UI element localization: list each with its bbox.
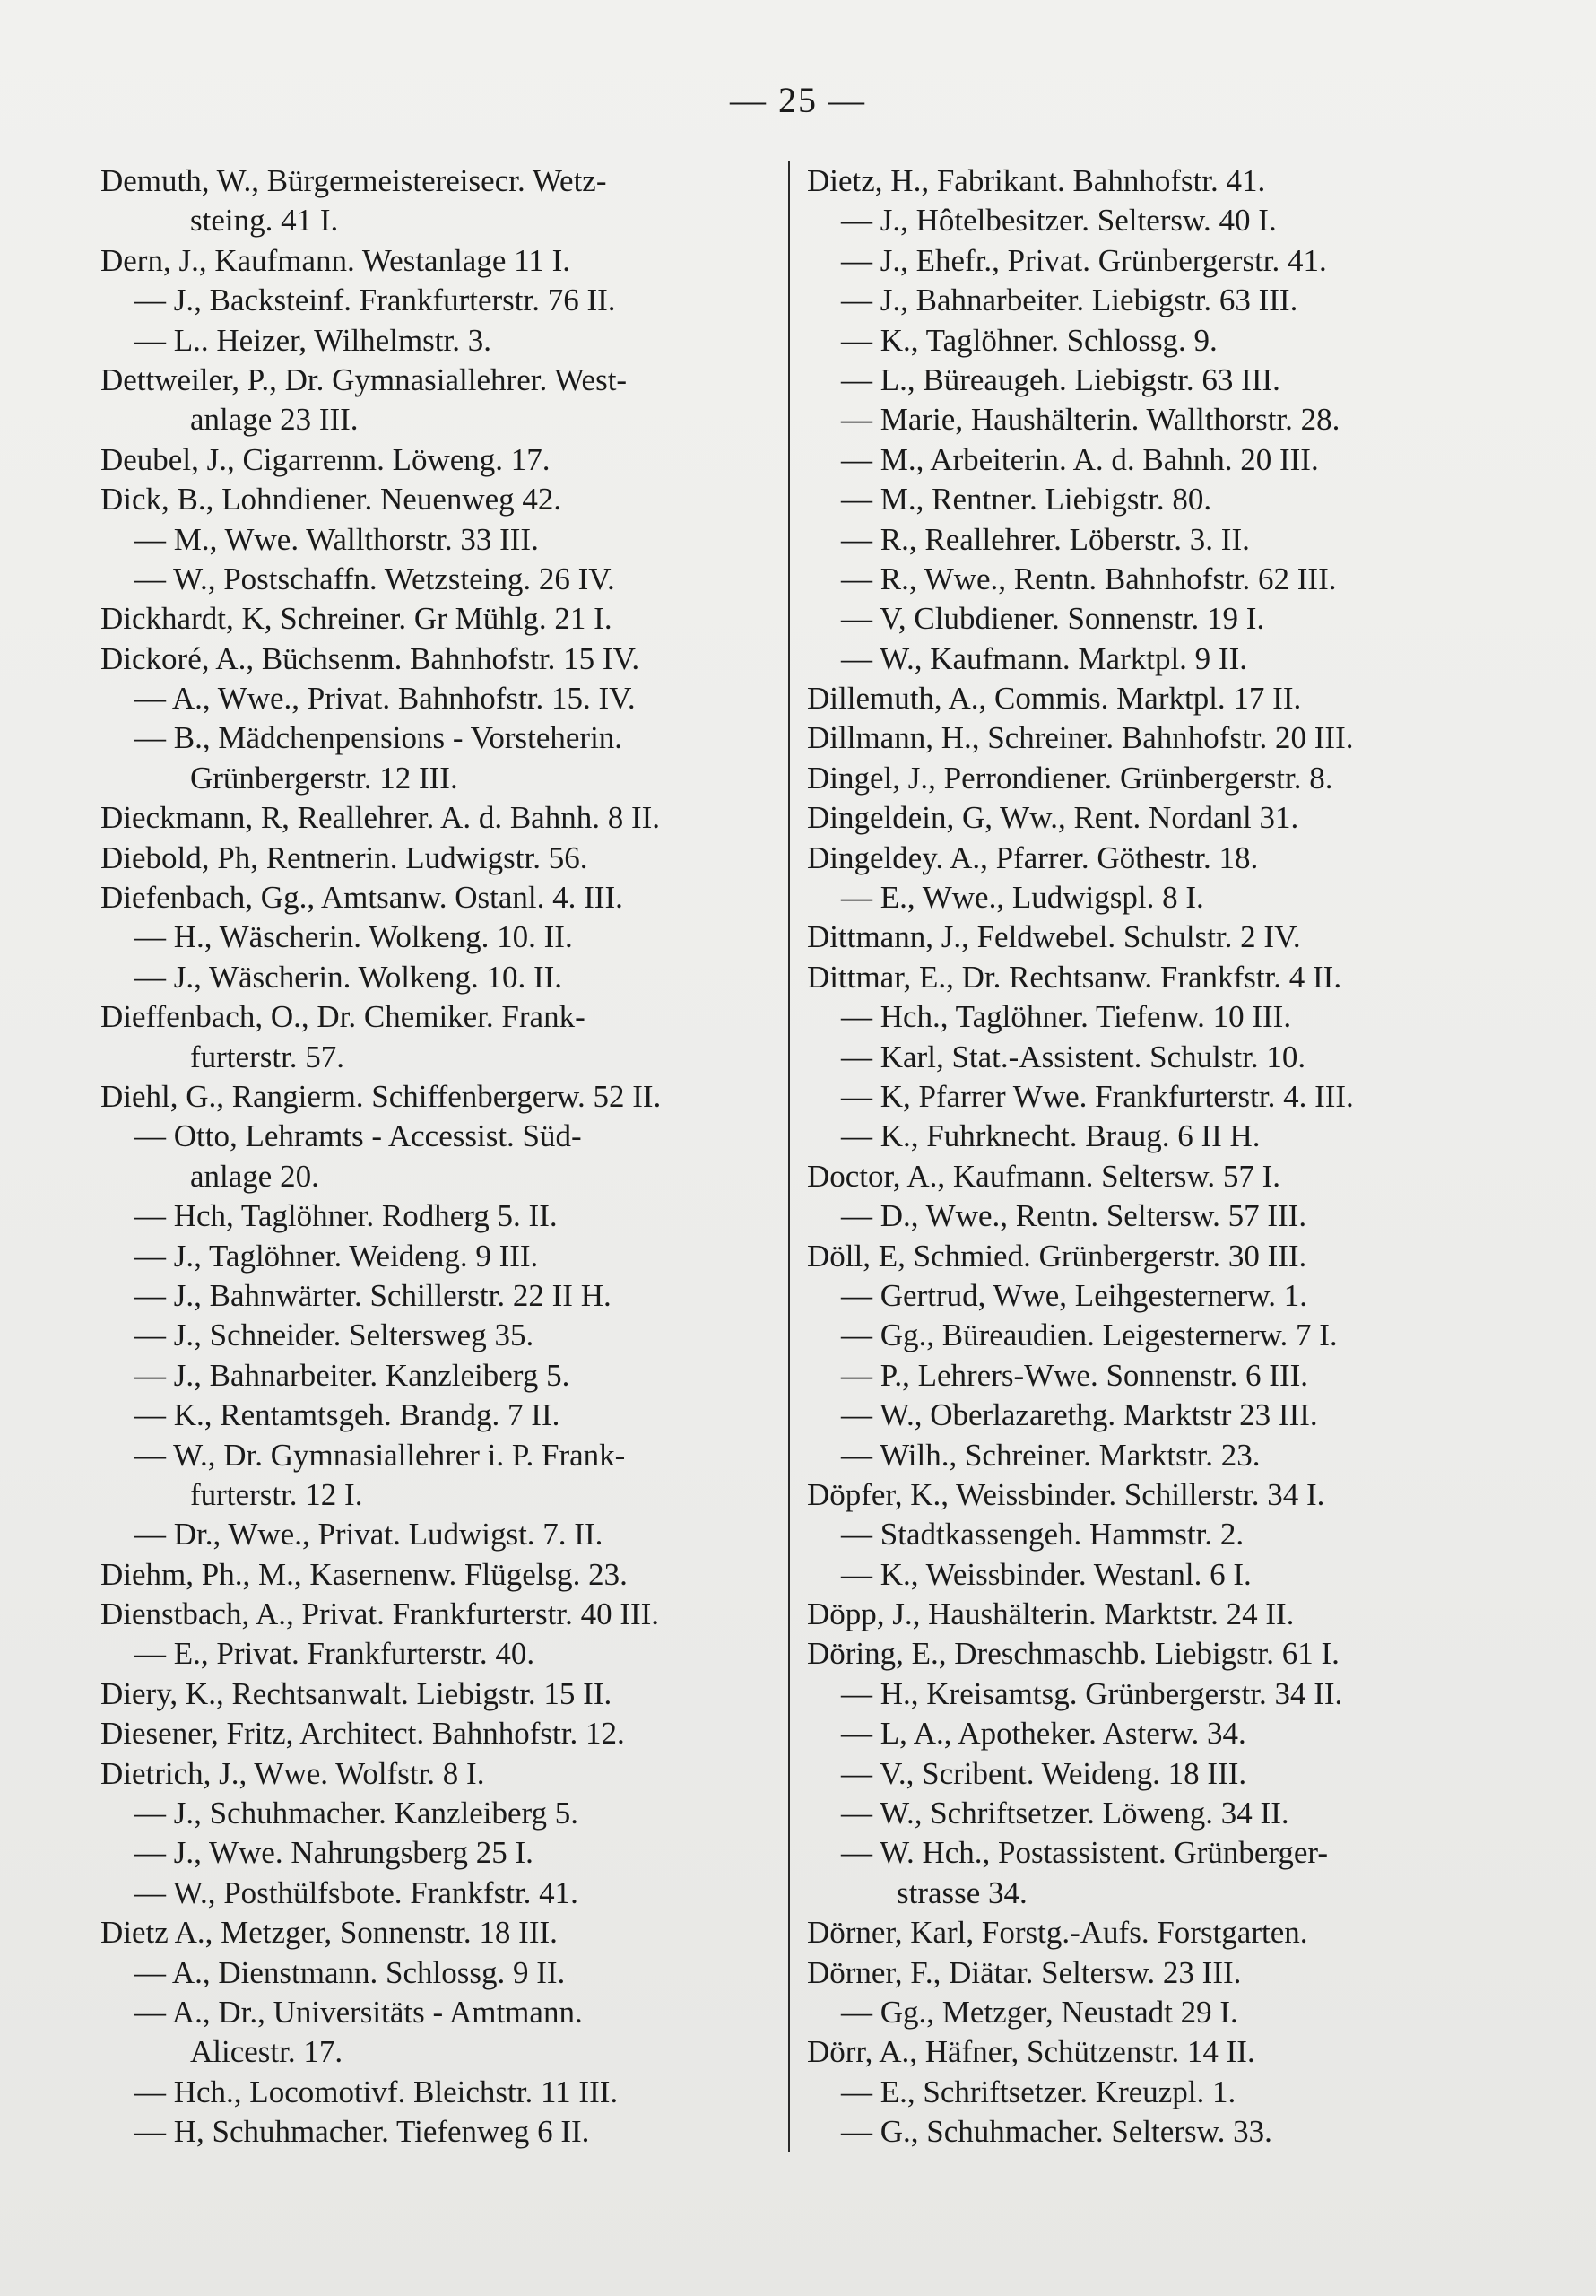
directory-entry-line: — J., Wäscherin. Wolkeng. 10. II.: [134, 959, 563, 995]
directory-entry-line: — E., Wwe., Ludwigspl. 8 I.: [841, 880, 1204, 916]
directory-entry-line: Döpfer, K., Weissbinder. Schillerstr. 34 I.: [807, 1476, 1325, 1512]
directory-entry-line: — W., Postschaffn. Wetzsteing. 26 IV.: [134, 561, 615, 596]
directory-entry-line: — W., Dr. Gymnasiallehrer i. P. Frank-: [134, 1437, 626, 1473]
directory-entry-line: Dillmann, H., Schreiner. Bahnhofstr. 20 III.: [807, 720, 1354, 756]
directory-entry-line: Döring, E., Dreschmaschb. Liebigstr. 61 I.: [807, 1636, 1340, 1672]
directory-entry-line: Dick, B., Lohndiener. Neuenweg 42.: [100, 482, 562, 517]
directory-entry-line: — E., Privat. Frankfurterstr. 40.: [134, 1636, 535, 1672]
directory-entry-line: — P., Lehrers-Wwe. Sonnenstr. 6 III.: [841, 1357, 1309, 1393]
directory-entry-line: Diehl, G., Rangierm. Schiffenbergerw. 52 II.: [100, 1078, 662, 1114]
directory-entry-line: — L., Büreaugeh. Liebigstr. 63 III.: [841, 361, 1280, 397]
directory-entry-line: Dietz, H., Fabrikant. Bahnhofstr. 41.: [807, 163, 1266, 198]
directory-entry-line: — J., Schneider. Seltersweg 35.: [134, 1318, 534, 1353]
directory-entry-line: Dingel, J., Perrondiener. Grünbergerstr. 8.: [807, 760, 1333, 796]
right-column: [807, 161, 1524, 2152]
directory-entry-line: — Hch., Locomotivf. Bleichstr. 11 III.: [134, 2074, 619, 2109]
directory-entry-line: — K., Weissbinder. Westanl. 6 I.: [841, 1556, 1252, 1592]
directory-entry-line: Dörner, F., Diätar. Seltersw. 23 III.: [807, 1954, 1242, 1990]
directory-entry-line: — E., Schriftsetzer. Kreuzpl. 1.: [841, 2074, 1236, 2109]
directory-entry-line: Dettweiler, P., Dr. Gymnasiallehrer. West-: [100, 361, 628, 397]
directory-entry-line: — H, Schuhmacher. Tiefenweg 6 II.: [134, 2114, 590, 2150]
directory-entry-line: — J., Ehefr., Privat. Grünbergerstr. 41.: [841, 242, 1327, 278]
directory-entry-line: — D., Wwe., Rentn. Seltersw. 57 III.: [841, 1198, 1307, 1234]
directory-entry-line: Döpp, J., Haushälterin. Marktstr. 24 II.: [807, 1596, 1295, 1632]
directory-entry-line: Dingeldein, G, Ww., Rent. Nordanl 31.: [807, 800, 1299, 836]
directory-entry-line: — Stadtkassengeh. Hammstr. 2.: [841, 1517, 1245, 1552]
directory-entry-line: — M., Arbeiterin. A. d. Bahnh. 20 III.: [841, 441, 1319, 477]
directory-entry-line: Dietrich, J., Wwe. Wolfstr. 8 I.: [100, 1755, 485, 1791]
directory-entry-line: furterstr. 12 I.: [190, 1476, 363, 1512]
directory-entry-line: anlage 23 III.: [190, 402, 359, 438]
directory-entry-line: Dickoré, A., Büchsenm. Bahnhofstr. 15 IV.: [100, 640, 640, 676]
directory-entry-line: Grünbergerstr. 12 III.: [190, 760, 458, 796]
directory-entry-line: Dern, J., Kaufmann. Westanlage 11 I.: [100, 242, 570, 278]
directory-entry-line: — M., Wwe. Wallthorstr. 33 III.: [134, 521, 539, 557]
directory-entry-line: — J., Schuhmacher. Kanzleiberg 5.: [134, 1796, 579, 1831]
directory-entry-line: Dingeldey. A., Pfarrer. Göthestr. 18.: [807, 839, 1259, 875]
directory-entry-line: — J., Backsteinf. Frankfurterstr. 76 II.: [134, 283, 616, 318]
directory-entry-line: Dörner, Karl, Forstg.-Aufs. Forstgarten.: [807, 1915, 1308, 1951]
directory-entry-line: Diebold, Ph, Rentnerin. Ludwigstr. 56.: [100, 839, 588, 875]
directory-entry-line: — Wilh., Schreiner. Marktstr. 23.: [841, 1437, 1261, 1473]
directory-entry-line: Dittmann, J., Feldwebel. Schulstr. 2 IV.: [807, 919, 1301, 955]
directory-entry-line: — V., Scribent. Weideng. 18 III.: [841, 1755, 1247, 1791]
directory-entry-line: — J., Bahnarbeiter. Kanzleiberg 5.: [134, 1357, 570, 1393]
directory-entry-line: — J., Wwe. Nahrungsberg 25 I.: [134, 1835, 533, 1871]
directory-entry-line: — A., Wwe., Privat. Bahnhofstr. 15. IV.: [134, 681, 636, 717]
directory-entry-line: — Hch, Taglöhner. Rodherg 5. II.: [134, 1198, 558, 1234]
directory-entry-line: Dickhardt, K, Schreiner. Gr Mühlg. 21 I.: [100, 601, 612, 637]
directory-entry-line: — H., Wäscherin. Wolkeng. 10. II.: [134, 919, 573, 955]
directory-entry-line: — Dr., Wwe., Privat. Ludwigst. 7. II.: [134, 1517, 603, 1552]
directory-entry-line: — K., Taglöhner. Schlossg. 9.: [841, 322, 1218, 358]
directory-entry-line: Alicestr. 17.: [190, 2034, 343, 2070]
directory-entry-line: Dillemuth, A., Commis. Marktpl. 17 II.: [807, 681, 1302, 717]
directory-entry-line: Diesener, Fritz, Architect. Bahnhofstr. 12.: [100, 1716, 625, 1752]
directory-entry-line: — K., Rentamtsgeh. Brandg. 7 II.: [134, 1397, 560, 1433]
directory-entry-line: — W., Schriftsetzer. Löweng. 34 II.: [841, 1796, 1289, 1831]
directory-entry-line: — Gg., Büreaudien. Leigesternerw. 7 I.: [841, 1318, 1338, 1353]
directory-entry-line: furterstr. 57.: [190, 1039, 345, 1074]
directory-entry-line: — R., Wwe., Rentn. Bahnhofstr. 62 III.: [841, 561, 1337, 596]
directory-entry-line: — W., Oberlazarethg. Marktstr 23 III.: [841, 1397, 1318, 1433]
directory-entry-line: Dittmar, E., Dr. Rechtsanw. Frankfstr. 4 II.: [807, 959, 1342, 995]
page-number: — 25 —: [730, 80, 866, 120]
directory-entry-line: — V, Clubdiener. Sonnenstr. 19 I.: [841, 601, 1265, 637]
directory-entry-line: — K, Pfarrer Wwe. Frankfurterstr. 4. III.: [841, 1078, 1354, 1114]
directory-entry-line: Demuth, W., Bürgermeistereisecr. Wetz-: [100, 163, 607, 198]
directory-entry-line: Dieffenbach, O., Dr. Chemiker. Frank-: [100, 999, 585, 1035]
directory-entry-line: anlage 20.: [190, 1158, 319, 1194]
directory-entry-line: — L.. Heizer, Wilhelmstr. 3.: [134, 322, 491, 358]
directory-entry-line: — J., Bahnarbeiter. Liebigstr. 63 III.: [841, 283, 1298, 318]
directory-entry-line: — Gg., Metzger, Neustadt 29 I.: [841, 1994, 1238, 2030]
directory-entry-line: — R., Reallehrer. Löberstr. 3. II.: [841, 521, 1250, 557]
directory-entry-line: — G., Schuhmacher. Seltersw. 33.: [841, 2114, 1272, 2150]
directory-entry-line: — W. Hch., Postassistent. Grünberger-: [841, 1835, 1329, 1871]
directory-entry-line: Dörr, A., Häfner, Schützenstr. 14 II.: [807, 2034, 1255, 2070]
directory-entry-line: — A., Dr., Universitäts - Amtmann.: [134, 1994, 583, 2030]
left-column: [100, 161, 818, 2152]
directory-entry-line: — J., Taglöhner. Weideng. 9 III.: [134, 1238, 539, 1274]
directory-entry-line: — H., Kreisamtsg. Grünbergerstr. 34 II.: [841, 1675, 1343, 1711]
directory-entry-line: — Otto, Lehramts - Accessist. Süd-: [134, 1118, 582, 1154]
directory-entry-line: — Gertrud, Wwe, Leihgesternerw. 1.: [841, 1277, 1307, 1313]
column-divider: [788, 161, 790, 2152]
directory-entry-line: — W., Kaufmann. Marktpl. 9 II.: [841, 640, 1247, 676]
directory-entry-line: Diefenbach, Gg., Amtsanw. Ostanl. 4. III.: [100, 880, 623, 916]
directory-entry-line: — J., Bahnwärter. Schillerstr. 22 II H.: [134, 1277, 612, 1313]
directory-entry-line: steing. 41 I.: [190, 203, 339, 239]
directory-entry-line: Dieckmann, R, Reallehrer. A. d. Bahnh. 8 II.: [100, 800, 661, 836]
directory-entry-line: — Marie, Haushälterin. Wallthorstr. 28.: [841, 402, 1340, 438]
directory-entry-line: strasse 34.: [897, 1874, 1028, 1910]
directory-entry-line: — L, A., Apotheker. Asterw. 34.: [841, 1716, 1246, 1752]
directory-entry-line: — Hch., Taglöhner. Tiefenw. 10 III.: [841, 999, 1292, 1035]
directory-entry-line: Dienstbach, A., Privat. Frankfurterstr. 40 III.: [100, 1596, 660, 1632]
directory-entry-line: Doctor, A., Kaufmann. Seltersw. 57 I.: [807, 1158, 1281, 1194]
directory-entry-line: — J., Hôtelbesitzer. Seltersw. 40 I.: [841, 203, 1277, 239]
directory-entry-line: Diehm, Ph., M., Kasernenw. Flügelsg. 23.: [100, 1556, 628, 1592]
directory-entry-line: — W., Posthülfsbote. Frankfstr. 41.: [134, 1874, 578, 1910]
directory-entry-line: Diery, K., Rechtsanwalt. Liebigstr. 15 II.: [100, 1675, 612, 1711]
directory-entry-line: — Karl, Stat.-Assistent. Schulstr. 10.: [841, 1039, 1306, 1074]
directory-entry-line: — B., Mädchenpensions - Vorsteherin.: [134, 720, 623, 756]
directory-entry-line: — M., Rentner. Liebigstr. 80.: [841, 482, 1212, 517]
directory-entry-line: — A., Dienstmann. Schlossg. 9 II.: [134, 1954, 566, 1990]
directory-entry-line: — K., Fuhrknecht. Braug. 6 II H.: [841, 1118, 1261, 1154]
directory-entry-line: Deubel, J., Cigarrenm. Löweng. 17.: [100, 441, 551, 477]
directory-entry-line: Dietz A., Metzger, Sonnenstr. 18 III.: [100, 1915, 558, 1951]
directory-entry-line: Döll, E, Schmied. Grünbergerstr. 30 III.: [807, 1238, 1307, 1274]
